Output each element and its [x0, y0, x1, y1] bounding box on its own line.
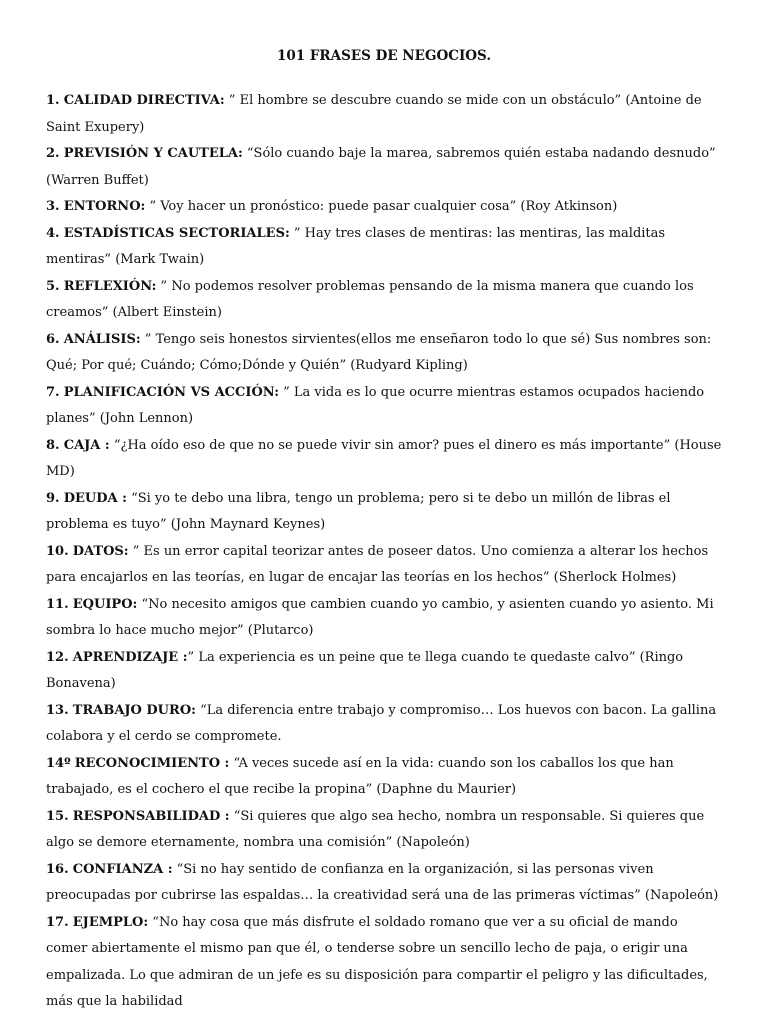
entry-quote: “Sólo cuando baje la marea, sabremos quién estaba nadando desnudo” (Warren Buffet)	[46, 146, 716, 188]
entry-quote: ” Tengo seis honestos sirvientes(ellos me enseñaron todo lo que sé) Sus nombres son: Qué; Por qué; Cuándo; Cómo;Dónde y Quién” (Rudyard Kipling)	[46, 331, 712, 373]
entry-quote: ” La vida es lo que ocurre mientras estamos ocupados haciendo planes” (John Lennon)	[46, 384, 705, 426]
document-title: 101 FRASES DE NEGOCIOS.	[276, 48, 492, 64]
entry-number: 17.	[46, 914, 69, 930]
quote-entry-16	[46, 857, 722, 910]
quote-entry-6	[46, 327, 722, 380]
entry-topic: TRABAJO DURO:	[72, 702, 196, 718]
entry-number: 7.	[46, 384, 60, 400]
entry-quote: “La diferencia entre trabajo y compromiso… Los huevos con bacon. La gallina colabora y el cerdo se compromete.	[46, 702, 717, 744]
quote-entry-8	[46, 433, 722, 486]
entry-number: 4.	[46, 225, 60, 241]
entry-number: 11.	[46, 596, 69, 612]
entry-topic: ESTADÍSTICAS SECTORIALES:	[63, 225, 290, 241]
quote-entry-3	[46, 194, 722, 221]
entry-topic: ANÁLISIS:	[63, 331, 141, 347]
entry-number: 2.	[46, 146, 60, 161]
quote-entry-12	[46, 645, 722, 698]
entry-quote: “Si no hay sentido de confianza en la organización, si las personas viven preocupadas por cubrirse las espaldas… la creatividad será una de las primeras víctimas” (Napoleón)	[46, 861, 719, 903]
entry-topic: CAJA :	[63, 437, 110, 453]
quote-entry-10	[46, 539, 722, 592]
entry-number: 9.	[46, 490, 60, 506]
entry-number: 1.	[46, 93, 60, 108]
entry-topic: PLANIFICACIÓN VS ACCIÓN:	[63, 384, 279, 400]
entry-quote: “No necesito amigos que cambien cuando yo cambio, y asienten cuando yo asiento. Mi sombra lo hace mucho mejor” (Plutarco)	[46, 596, 714, 638]
entry-quote: ” Voy hacer un pronóstico: puede pasar cualquier cosa” (Roy Atkinson)	[145, 199, 618, 214]
entry-topic: PREVISIÓN Y CAUTELA:	[63, 146, 243, 161]
entry-topic: ENTORNO:	[63, 199, 146, 214]
quote-entry-1	[46, 88, 722, 141]
quote-entry-14	[46, 751, 722, 804]
entry-topic: CONFIANZA :	[72, 861, 173, 877]
entry-topic: RESPONSABILIDAD :	[72, 808, 230, 824]
entry-topic: DATOS:	[72, 543, 129, 559]
quote-entry-5	[46, 274, 722, 327]
entry-number: 13.	[46, 702, 69, 718]
quote-entry-17	[46, 910, 722, 1016]
entry-topic: RECONOCIMIENTO :	[74, 755, 230, 771]
entry-quote: “A veces sucede así en la vida: cuando son los caballos los que han trabajado, es el cochero el que recibe la propina” (Daphne du Maurier)	[46, 755, 674, 797]
entry-quote: “Si quieres que algo sea hecho, nombra un responsable. Si quieres que algo se demore eternamente, nombra una comisión” (Napoleón)	[46, 808, 705, 850]
quote-entry-11	[46, 592, 722, 645]
quote-entry-2	[46, 141, 722, 194]
entry-number: 16.	[46, 861, 69, 877]
entry-number: 6.	[46, 331, 60, 347]
entry-topic: REFLEXIÓN:	[63, 278, 157, 294]
entry-quote: ” Hay tres clases de mentiras: las mentiras, las malditas mentiras” (Mark Twain)	[46, 225, 666, 267]
entry-quote: ” Es un error capital teorizar antes de poseer datos. Uno comienza a alterar los hechos para encajarlos en las teorías, en lugar de encajar las teorías en los hechos” (Sherlock Holmes)	[46, 543, 709, 585]
entry-quote: ” No podemos resolver problemas pensando de la misma manera que cuando los creamos” (Albert Einstein)	[46, 278, 694, 320]
entry-topic: EJEMPLO:	[72, 914, 149, 930]
entry-quote: “Si yo te debo una libra, tengo un problema; pero si te debo un millón de libras el problema es tuyo” (John Maynard Keynes)	[46, 490, 671, 532]
quote-list	[46, 88, 722, 1016]
entry-quote: “¿Ha oído eso de que no se puede vivir sin amor? pues el dinero es más importante” (House MD)	[46, 437, 722, 479]
quote-entry-7	[46, 380, 722, 433]
entry-quote: “No hay cosa que más disfrute el soldado romano que ver a su oficial de mando comer abiertamente el mismo pan que él, o tenderse sobre un sencillo lecho de paja, o erigir una empalizada. Lo que admiran de un jefe es su disposición para compartir el peligro y las dificultades, más que la habilidad	[46, 914, 708, 1009]
entry-number: 10.	[46, 543, 69, 559]
entry-topic: CALIDAD DIRECTIVA:	[63, 93, 225, 108]
entry-quote: ” El hombre se descubre cuando se mide con un obstáculo” (Antoine de Saint Exupery)	[46, 93, 702, 135]
entry-number: 14º	[46, 755, 71, 771]
entry-quote: ” La experiencia es un peine que te llega cuando te quedaste calvo” (Ringo Bonavena)	[46, 649, 684, 691]
entry-number: 3.	[46, 199, 60, 214]
entry-topic: EQUIPO:	[72, 596, 138, 612]
entry-number: 8.	[46, 437, 60, 453]
quote-entry-15	[46, 804, 722, 857]
entry-number: 12.	[46, 649, 69, 665]
entry-number: 15.	[46, 808, 69, 824]
quote-entry-9	[46, 486, 722, 539]
quote-entry-13	[46, 698, 722, 751]
entry-number: 5.	[46, 278, 60, 294]
entry-topic: DEUDA :	[63, 490, 127, 506]
quote-entry-4	[46, 221, 722, 274]
entry-topic: APRENDIZAJE :	[72, 649, 188, 665]
